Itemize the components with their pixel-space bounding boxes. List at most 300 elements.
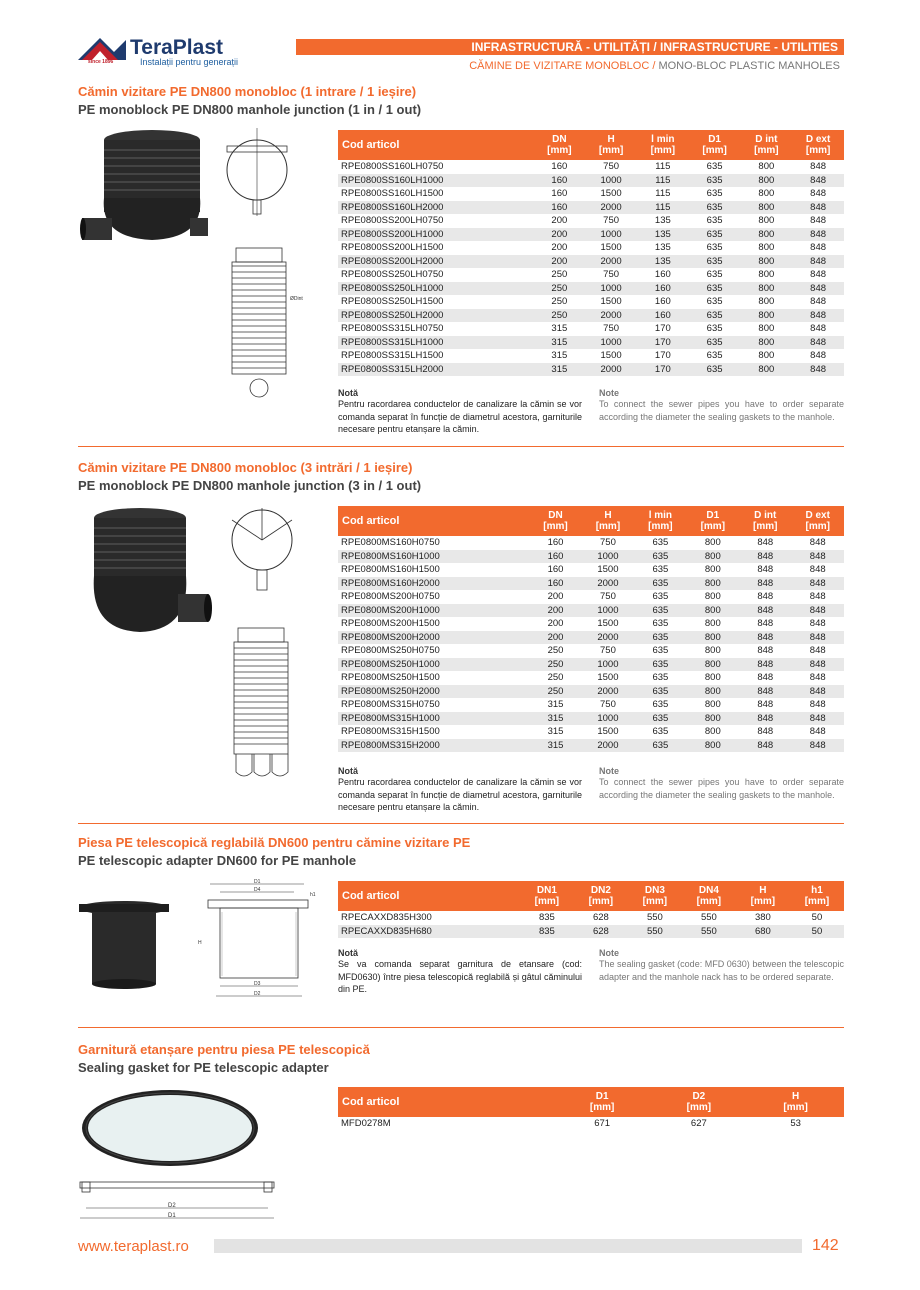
column-header: D1 [mm] (689, 130, 741, 160)
value-cell: 800 (687, 712, 739, 726)
value-cell: 848 (810, 161, 827, 172)
value-cell: 635 (706, 296, 723, 307)
item-code-cell: RPE0800MS200H1500 (341, 618, 440, 629)
value-cell: 115 (655, 188, 671, 199)
value-cell: 750 (603, 161, 620, 172)
value-cell: 848 (792, 174, 844, 188)
item-code-cell: RPECAXXD835H680 (338, 925, 520, 939)
table-row (338, 201, 844, 215)
value-cell: 635 (634, 550, 686, 564)
value-cell: 848 (810, 350, 827, 361)
value-cell: 1000 (582, 658, 634, 672)
value-cell: 800 (704, 699, 721, 710)
value-cell: 1000 (582, 712, 634, 726)
item-code-cell: RPE0800MS160H1000 (338, 550, 529, 564)
item-code-cell: RPE0800SS200LH1000 (338, 228, 533, 242)
value-cell: 160 (533, 201, 585, 215)
value-cell: 848 (757, 645, 774, 656)
value-cell: 160 (551, 188, 568, 199)
value-cell: 2000 (585, 309, 637, 323)
value-cell: 800 (740, 228, 792, 242)
table-row (338, 241, 844, 255)
value-cell: 750 (600, 537, 616, 548)
table-row (338, 550, 844, 564)
footer-url[interactable]: www.teraplast.ro (78, 1238, 189, 1255)
section4-title: Garnitură etanșare pentru piesa PE telescopică (78, 1042, 370, 1057)
value-cell: 550 (628, 925, 682, 939)
table-row (338, 187, 844, 201)
value-cell: 848 (739, 604, 791, 618)
table-row (338, 536, 844, 550)
table-row (338, 698, 844, 712)
column-header: D int [mm] (740, 130, 792, 160)
value-cell: 250 (533, 282, 585, 296)
value-cell: 848 (757, 672, 774, 683)
item-code-cell: RPE0800MS250H2000 (338, 685, 529, 699)
value-cell: 635 (634, 739, 686, 753)
value-cell: 848 (810, 323, 827, 334)
item-code-cell: RPE0800MS160H0750 (341, 537, 440, 548)
table-row (338, 911, 844, 925)
item-code-cell: RPE0800MS250H1500 (341, 672, 440, 683)
sealing-gasket-drawing (78, 1178, 278, 1222)
value-cell: 200 (551, 242, 568, 253)
value-cell: 1500 (597, 672, 619, 683)
column-header: DN2 [mm] (574, 881, 628, 911)
value-cell: 848 (757, 591, 774, 602)
value-cell: 800 (704, 645, 721, 656)
item-code-cell: RPE0800MS160H1500 (341, 564, 440, 575)
table-row (338, 725, 844, 739)
subcategory (296, 60, 844, 72)
section2-table (338, 506, 844, 752)
table-row (338, 255, 844, 269)
section3-table (338, 881, 844, 938)
item-code-cell: RPE0800SS250LH0750 (341, 269, 444, 280)
value-cell: 315 (533, 363, 585, 377)
value-cell: 2000 (585, 363, 637, 377)
h-label: H (198, 940, 202, 946)
value-cell: 800 (758, 350, 775, 361)
value-cell: 135 (637, 255, 689, 269)
value-cell: 835 (538, 912, 555, 923)
value-cell: 848 (809, 726, 826, 737)
value-cell: 848 (739, 712, 791, 726)
value-cell: 800 (758, 161, 775, 172)
table-row (338, 363, 844, 377)
item-code-cell: RPE0800MS200H1000 (338, 604, 529, 618)
value-cell: 53 (790, 1118, 801, 1129)
value-cell: 1500 (600, 242, 622, 253)
value-cell: 250 (547, 672, 564, 683)
value-cell: 1000 (582, 550, 634, 564)
value-cell: 848 (792, 255, 844, 269)
value-cell: 800 (687, 739, 739, 753)
item-code-cell: RPE0800MS200H0750 (341, 591, 440, 602)
value-cell: 1500 (597, 726, 619, 737)
item-code-cell: RPE0800SS200LH1500 (341, 242, 444, 253)
value-cell: 1500 (600, 188, 622, 199)
value-cell: 160 (637, 282, 689, 296)
value-cell: 635 (689, 228, 741, 242)
section1-subtitle: PE monoblock PE DN800 manhole junction (1 in / 1 out) (78, 102, 422, 117)
item-code-cell: RPE0800MS160H2000 (338, 577, 529, 591)
section1-title: Cămin vizitare PE DN800 monobloc (1 intrare / 1 ieșire) (78, 84, 417, 99)
value-cell: 635 (652, 672, 669, 683)
value-cell: 635 (689, 309, 741, 323)
value-cell: 800 (704, 564, 721, 575)
value-cell: 635 (706, 242, 723, 253)
divider (78, 1027, 844, 1028)
manhole-3in-side-drawing (224, 626, 304, 782)
value-cell: 628 (574, 925, 628, 939)
value-cell: 635 (634, 604, 686, 618)
value-cell: 628 (592, 912, 609, 923)
column-header: l min [mm] (637, 130, 689, 160)
value-cell: 800 (687, 658, 739, 672)
value-cell: 635 (634, 712, 686, 726)
subcategory-ro: CĂMINE DE VIZITARE MONOBLOC (469, 60, 650, 72)
value-cell: 848 (791, 658, 844, 672)
value-cell: 635 (706, 161, 723, 172)
value-cell: 160 (533, 174, 585, 188)
value-cell: 550 (700, 912, 717, 923)
value-cell: 848 (809, 645, 826, 656)
value-cell: 315 (529, 739, 581, 753)
table-row (338, 644, 844, 658)
value-cell: 2000 (582, 631, 634, 645)
value-cell: 750 (600, 645, 616, 656)
d2-label: D2 (254, 991, 261, 997)
value-cell: 800 (687, 685, 739, 699)
section1-note-en (599, 388, 844, 423)
value-cell: 50 (811, 912, 823, 923)
section3-subtitle: PE telescopic adapter DN600 for PE manhole (78, 853, 357, 868)
table-row (338, 1117, 844, 1131)
value-cell: 800 (758, 269, 775, 280)
value-cell: 848 (809, 699, 826, 710)
value-cell: 800 (740, 363, 792, 377)
value-cell: 170 (637, 363, 689, 377)
column-header: H [mm] (747, 1087, 844, 1117)
item-code-cell: RPE0800MS250H1000 (338, 658, 529, 672)
value-cell: 635 (652, 618, 669, 629)
value-cell: 160 (551, 161, 568, 172)
value-cell: 800 (687, 550, 739, 564)
value-cell: 848 (809, 537, 826, 548)
value-cell: 848 (739, 658, 791, 672)
value-cell: 848 (757, 726, 774, 737)
value-cell: 800 (758, 188, 775, 199)
telescopic-adapter-drawing (194, 878, 324, 1002)
table-row (338, 739, 844, 753)
value-cell: 315 (533, 336, 585, 350)
value-cell: 635 (634, 577, 686, 591)
value-cell: 848 (810, 188, 827, 199)
value-cell: 800 (687, 604, 739, 618)
value-cell: 800 (704, 537, 721, 548)
note-en-text: The sealing gasket (code: MFD 0630) between the telescopic adapter and the manhole nack has to be ordered separate. (599, 959, 844, 982)
value-cell: 835 (520, 925, 574, 939)
column-header: DN [mm] (529, 506, 581, 536)
value-cell: 635 (706, 188, 723, 199)
value-cell: 848 (791, 685, 844, 699)
column-header: H [mm] (585, 130, 637, 160)
value-cell: 800 (687, 577, 739, 591)
value-cell: 800 (740, 336, 792, 350)
column-header: Cod articol (338, 130, 533, 160)
value-cell: 671 (594, 1118, 611, 1129)
value-cell: 170 (637, 336, 689, 350)
note-en-heading: Note (599, 766, 619, 776)
value-cell: 380 (754, 912, 771, 923)
value-cell: 2000 (582, 739, 634, 753)
section3-title: Piesa PE telescopică reglabilă DN600 pentru cămine vizitare PE (78, 835, 471, 850)
value-cell: 848 (757, 537, 774, 548)
item-code-cell: RPE0800MS315H2000 (338, 739, 529, 753)
value-cell: 635 (689, 363, 741, 377)
column-header: D2 [mm] (650, 1087, 747, 1117)
value-cell: 1500 (600, 296, 622, 307)
value-cell: 1000 (585, 174, 637, 188)
value-cell: 848 (810, 215, 827, 226)
table-header-row (338, 130, 844, 160)
column-header: D int [mm] (739, 506, 791, 536)
value-cell: 800 (758, 242, 775, 253)
section2-note-en (599, 766, 844, 801)
note-ro-text: Se va comanda separat garnitura de etansare (cod: MFD0630) între piesa telescopică reglabilă și gâtul căminului din PE. (338, 959, 582, 994)
value-cell: 160 (547, 537, 564, 548)
manhole-1in-side-drawing (222, 242, 302, 402)
value-cell: 315 (551, 350, 568, 361)
value-cell: 550 (646, 912, 663, 923)
value-cell: 750 (603, 215, 620, 226)
column-header: Cod articol (338, 881, 520, 911)
note-ro-text: Pentru racordarea conductelor de canalizare la cămin se vor comanda separat în funcție de diametrul acestora, garniturile necesare pentru etanșare la cămin. (338, 777, 582, 812)
value-cell: 635 (652, 564, 669, 575)
value-cell: 800 (704, 591, 721, 602)
value-cell: 1500 (597, 564, 619, 575)
value-cell: 635 (706, 323, 723, 334)
value-cell: 2000 (582, 685, 634, 699)
section1-table (338, 130, 844, 376)
value-cell: 635 (652, 537, 669, 548)
table-row (338, 685, 844, 699)
telescopic-adapter-photo (78, 900, 170, 990)
value-cell: 635 (689, 282, 741, 296)
value-cell: 170 (654, 323, 671, 334)
value-cell: 800 (704, 726, 721, 737)
value-cell: 750 (603, 323, 620, 334)
table-row (338, 228, 844, 242)
value-cell: 848 (810, 242, 827, 253)
d4-label: D4 (254, 887, 261, 893)
value-cell: 315 (529, 712, 581, 726)
value-cell: 160 (529, 550, 581, 564)
column-header: H [mm] (736, 881, 790, 911)
value-cell: 750 (600, 699, 616, 710)
value-cell: 635 (689, 255, 741, 269)
value-cell: 848 (791, 577, 844, 591)
value-cell: 635 (634, 685, 686, 699)
divider (78, 823, 844, 824)
brand-tagline: Instalații pentru generații (140, 57, 239, 67)
item-code-cell: RPE0800SS160LH2000 (338, 201, 533, 215)
value-cell: 800 (740, 201, 792, 215)
item-code-cell: RPE0800SS250LH1000 (338, 282, 533, 296)
value-cell: 800 (704, 618, 721, 629)
table-row (338, 604, 844, 618)
value-cell: 160 (529, 577, 581, 591)
value-cell: 135 (654, 215, 671, 226)
value-cell: 635 (689, 174, 741, 188)
column-header: D ext [mm] (791, 506, 844, 536)
table-row (338, 563, 844, 577)
value-cell: 315 (547, 726, 564, 737)
value-cell: 800 (740, 309, 792, 323)
table-row (338, 268, 844, 282)
value-cell: 250 (529, 685, 581, 699)
note-ro-text: Pentru racordarea conductelor de canalizare la cămin se vor comanda separat în funcție de diametrul acestora, garniturile necesare pentru etanșare la cămin. (338, 399, 582, 434)
value-cell: 115 (637, 174, 689, 188)
value-cell: 800 (740, 282, 792, 296)
d3-label: D3 (254, 981, 261, 987)
section3-note-ro (338, 948, 582, 996)
value-cell: 2000 (585, 201, 637, 215)
sealing-gasket-photo (80, 1086, 260, 1170)
h1-label: h1 (310, 892, 316, 898)
value-cell: 1000 (585, 282, 637, 296)
value-cell: 635 (652, 591, 669, 602)
brand-since: since 1896 (88, 59, 114, 65)
value-cell: 848 (809, 618, 826, 629)
note-ro-heading: Notă (338, 948, 358, 958)
item-code-cell: RPE0800SS315LH0750 (341, 323, 444, 334)
value-cell: 750 (603, 269, 620, 280)
value-cell: 635 (652, 726, 669, 737)
value-cell: 250 (551, 269, 568, 280)
column-header: DN1 [mm] (520, 881, 574, 911)
value-cell: 115 (637, 201, 689, 215)
value-cell: 315 (547, 699, 564, 710)
table-row (338, 322, 844, 336)
column-header: DN [mm] (533, 130, 585, 160)
value-cell: 635 (706, 350, 723, 361)
value-cell: 848 (791, 604, 844, 618)
value-cell: 848 (792, 336, 844, 350)
value-cell: 1500 (600, 350, 622, 361)
value-cell: 2000 (585, 255, 637, 269)
item-code-cell: RPECAXXD835H300 (341, 912, 432, 923)
value-cell: 635 (634, 658, 686, 672)
value-cell: 200 (529, 604, 581, 618)
value-cell: 635 (634, 631, 686, 645)
table-row (338, 309, 844, 323)
manhole-3in-top-drawing (212, 500, 312, 600)
item-code-cell: RPE0800MS250H0750 (341, 645, 440, 656)
value-cell: 848 (792, 201, 844, 215)
value-cell: 800 (758, 296, 775, 307)
table-row (338, 160, 844, 174)
column-header: Cod articol (338, 506, 529, 536)
subcategory-separator: / (649, 60, 659, 72)
value-cell: 848 (791, 712, 844, 726)
item-code-cell: RPE0800MS315H1000 (338, 712, 529, 726)
table-row (338, 658, 844, 672)
note-en-text: To connect the sewer pipes you have to order separate according the diameter the sealing gaskets to the manhole. (599, 777, 844, 800)
item-code-cell: RPE0800SS160LH1500 (341, 188, 444, 199)
manhole-3in-photo (84, 506, 214, 634)
value-cell: 848 (739, 739, 791, 753)
subcategory-en: MONO-BLOC PLASTIC MANHOLES (658, 60, 840, 72)
value-cell: 848 (739, 550, 791, 564)
brand-logo (78, 36, 248, 72)
value-cell: 848 (757, 699, 774, 710)
value-cell: 635 (706, 215, 723, 226)
value-cell: 550 (682, 925, 736, 939)
value-cell: 200 (533, 255, 585, 269)
value-cell: 635 (652, 699, 669, 710)
dint-label: ØDint (290, 296, 303, 302)
gasket-d2-label: D2 (168, 1203, 176, 1209)
column-header: DN4 [mm] (682, 881, 736, 911)
value-cell: 315 (551, 323, 568, 334)
value-cell: 1000 (585, 336, 637, 350)
table-row (338, 617, 844, 631)
column-header: Cod articol (338, 1087, 554, 1117)
item-code-cell: RPE0800MS315H1500 (341, 726, 440, 737)
column-header: D1 [mm] (554, 1087, 651, 1117)
table-row (338, 590, 844, 604)
value-cell: 200 (529, 631, 581, 645)
section1-note-ro (338, 388, 582, 436)
note-ro-heading: Notă (338, 388, 358, 398)
table-row (338, 712, 844, 726)
item-code-cell: RPE0800SS160LH1000 (338, 174, 533, 188)
column-header: h1 [mm] (790, 881, 844, 911)
manhole-1in-photo (80, 128, 210, 246)
value-cell: 160 (547, 564, 564, 575)
brand-name: TeraPlast (130, 36, 223, 59)
value-cell: 1000 (582, 604, 634, 618)
note-en-heading: Note (599, 948, 619, 958)
value-cell: 848 (757, 618, 774, 629)
table-row (338, 631, 844, 645)
value-cell: 250 (551, 296, 568, 307)
section2-title: Cămin vizitare PE DN800 monobloc (3 intrări / 1 ieșire) (78, 460, 413, 475)
item-code-cell: RPE0800MS200H2000 (338, 631, 529, 645)
footer-bar (214, 1239, 802, 1253)
value-cell: 800 (740, 255, 792, 269)
column-header: D ext [mm] (792, 130, 844, 160)
value-cell: 848 (792, 363, 844, 377)
value-cell: 635 (689, 201, 741, 215)
value-cell: 848 (810, 269, 827, 280)
value-cell: 848 (809, 591, 826, 602)
item-code-cell: RPE0800SS160LH0750 (341, 161, 444, 172)
value-cell: 800 (740, 174, 792, 188)
table-header-row (338, 506, 844, 536)
value-cell: 200 (547, 591, 564, 602)
value-cell: 627 (690, 1118, 707, 1129)
value-cell: 848 (791, 550, 844, 564)
value-cell: 50 (790, 925, 844, 939)
section2-subtitle: PE monoblock PE DN800 manhole junction (3 in / 1 out) (78, 478, 422, 493)
value-cell: 635 (689, 336, 741, 350)
item-code-cell: RPE0800SS315LH2000 (338, 363, 533, 377)
value-cell: 750 (600, 591, 616, 602)
value-cell: 848 (810, 296, 827, 307)
